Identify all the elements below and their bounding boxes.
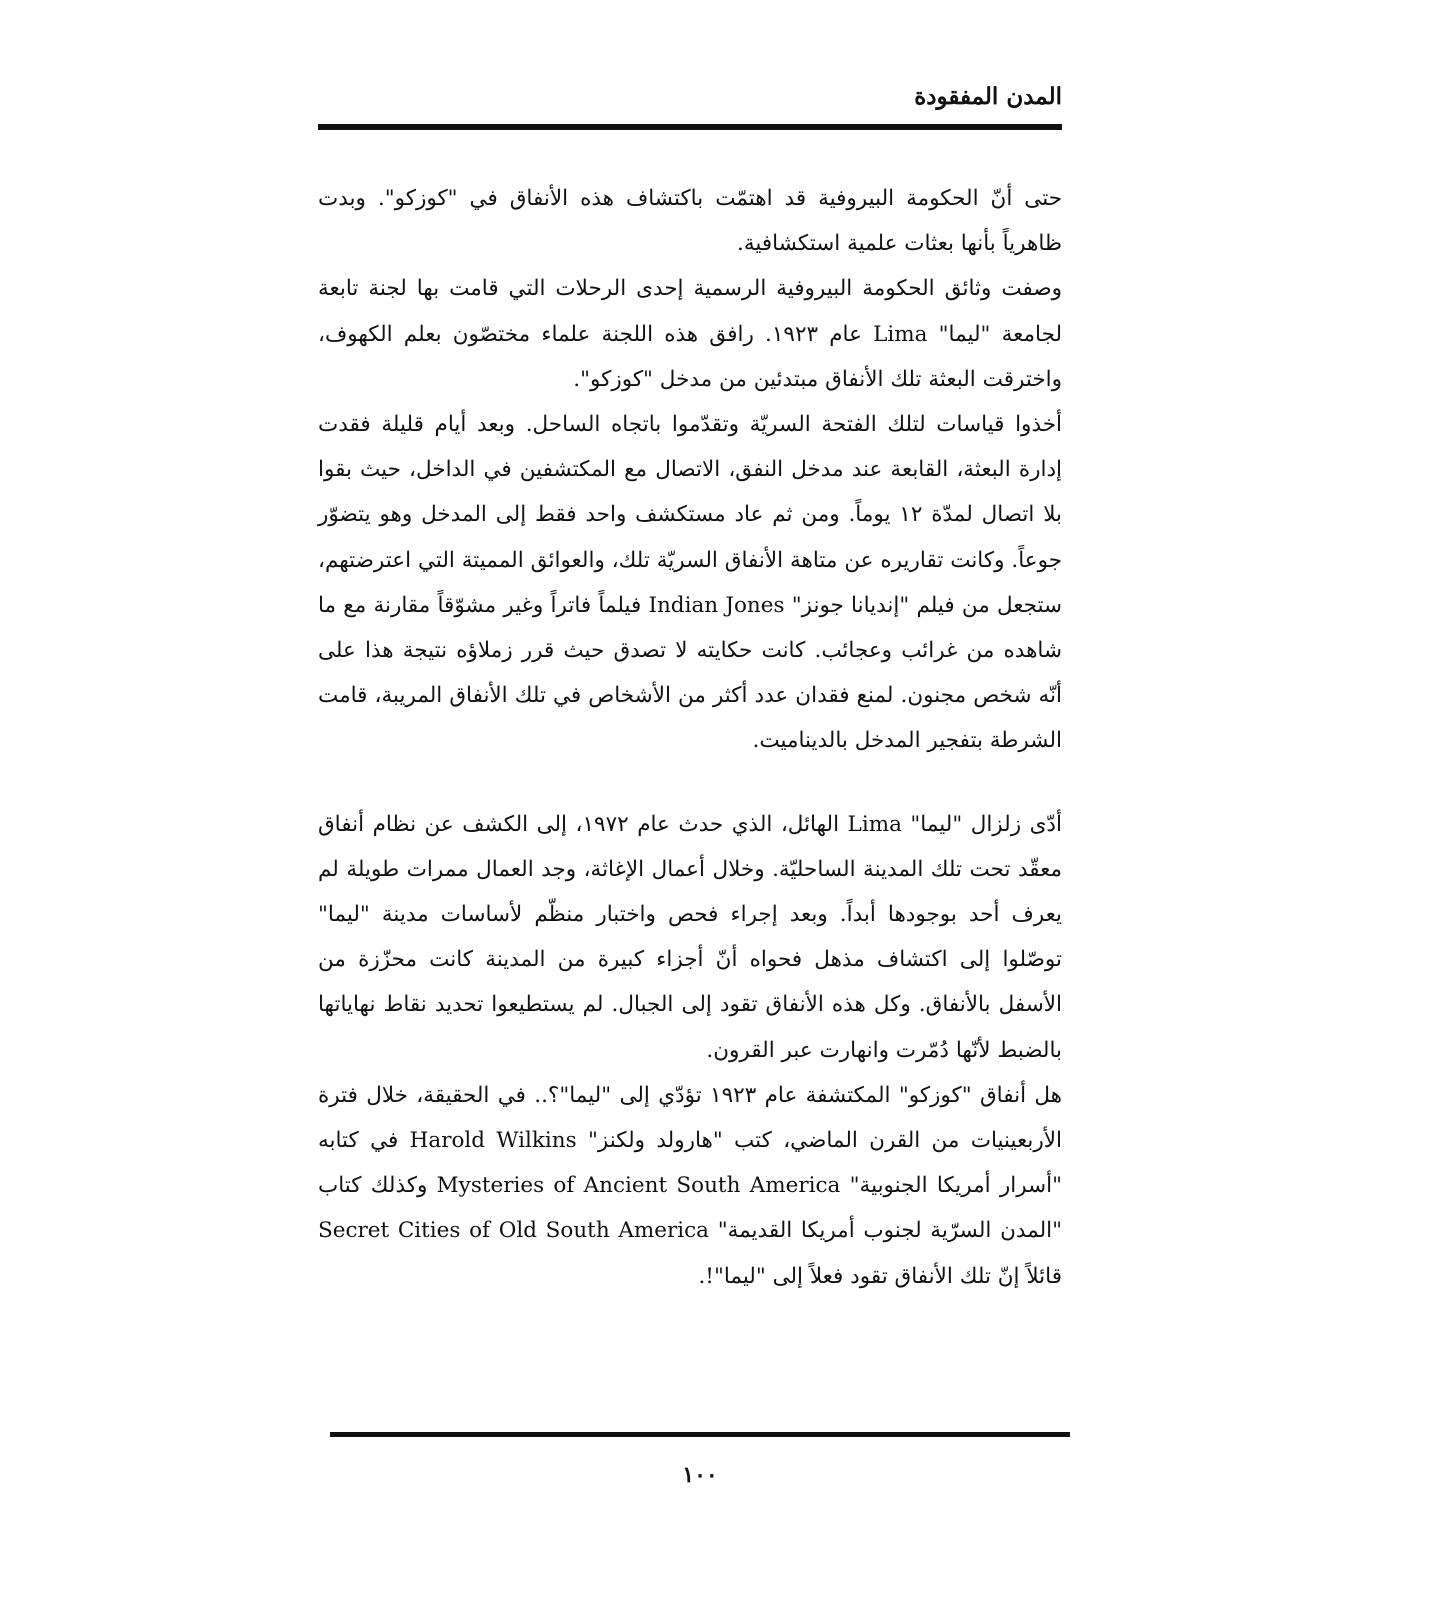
page-body — [318, 176, 1062, 1299]
header-rule — [318, 124, 1062, 130]
paragraph: أدّى زلزال "ليما" Lima الهائل، الذي حدث عام ١٩٧٢، إلى الكشف عن نظام أنفاق معقّد تحت تلك المدينة الساحليّة. وخلال أعمال الإغاثة، وجد العمال ممرات طويلة لم يعرف أحد بوجودها أبداً. وبعد إجراء فحص واختبار منظّم لأساسات مدينة "ليما" توصّلوا إلى اكتشاف مذهل فحواه أنّ أجزاء كبيرة من المدينة كانت محزّزة من الأسفل بالأنفاق. وكل هذه الأنفاق تقود إلى الجبال. لم يستطيعوا تحديد نقاط نهاياتها بالضبط لأنّها دُمّرت وانهارت عبر القرون. — [318, 811, 1062, 1063]
footer-rule — [330, 1432, 1070, 1437]
paragraph: أخذوا قياسات لتلك الفتحة السريّة وتقدّموا باتجاه الساحل. وبعد أيام قليلة فقدت إدارة البعثة، القابعة عند مدخل النفق، الاتصال مع المكتشفين في الداخل، حيث بقوا بلا اتصال لمدّة ١٢ يوماً. ومن ثم عاد مستكشف واحد فقط إلى المدخل وهو يتضوّر جوعاً. وكانت تقاريره عن متاهة الأنفاق السريّة تلك، والعوائق المميتة التي اعترضتهم، ستجعل من فيلم "إنديانا جونز" Indian Jones فيلماً فاتراً وغير مشوّقاً مقارنة مع ما شاهده من غرائب وعجائب. كانت حكايته لا تصدق حيث قرر زملاؤه نتيجة هذا على أنّه شخص مجنون. لمنع فقدان عدد أكثر من الأشخاص في تلك الأنفاق المريبة، قامت الشرطة بتفجير المدخل بالديناميت. — [318, 412, 1063, 754]
paragraph: هل أنفاق "كوزكو" المكتشفة عام ١٩٢٣ تؤدّي إلى "ليما"؟.. في الحقيقة، خلال فترة الأربعينيات من القرن الماضي، كتب "هارولد ولكنز" Harold Wilkins في كتابه "أسرار أمريكا الجنوبية" Mysteries of Ancient South America وكذلك كتاب "المدن السرّية لجنوب أمريكا القديمة" Secret Cities of Old South America قائلاً إنّ تلك الأنفاق تقود فعلاً إلى "ليما"!. — [318, 1082, 1063, 1289]
running-header: المدن المفقودة — [914, 83, 1062, 110]
paragraph: حتى أنّ الحكومة البيروفية قد اهتمّت باكتشاف هذه الأنفاق في "كوزكو". وبدت ظاهرياً بأنها بعثات علمية استكشافية. — [318, 186, 1062, 257]
page-number: ١٠٠ — [682, 1462, 718, 1488]
paragraph: وصفت وثائق الحكومة البيروفية الرسمية إحدى الرحلات التي قامت بها لجنة تابعة لجامعة "ليما" Lima عام ١٩٢٣. رافق هذه اللجنة علماء مختصّون بعلم الكهوف، واخترقت البعثة تلك الأنفاق مبتدئين من مدخل "كوزكو". — [318, 276, 1062, 392]
